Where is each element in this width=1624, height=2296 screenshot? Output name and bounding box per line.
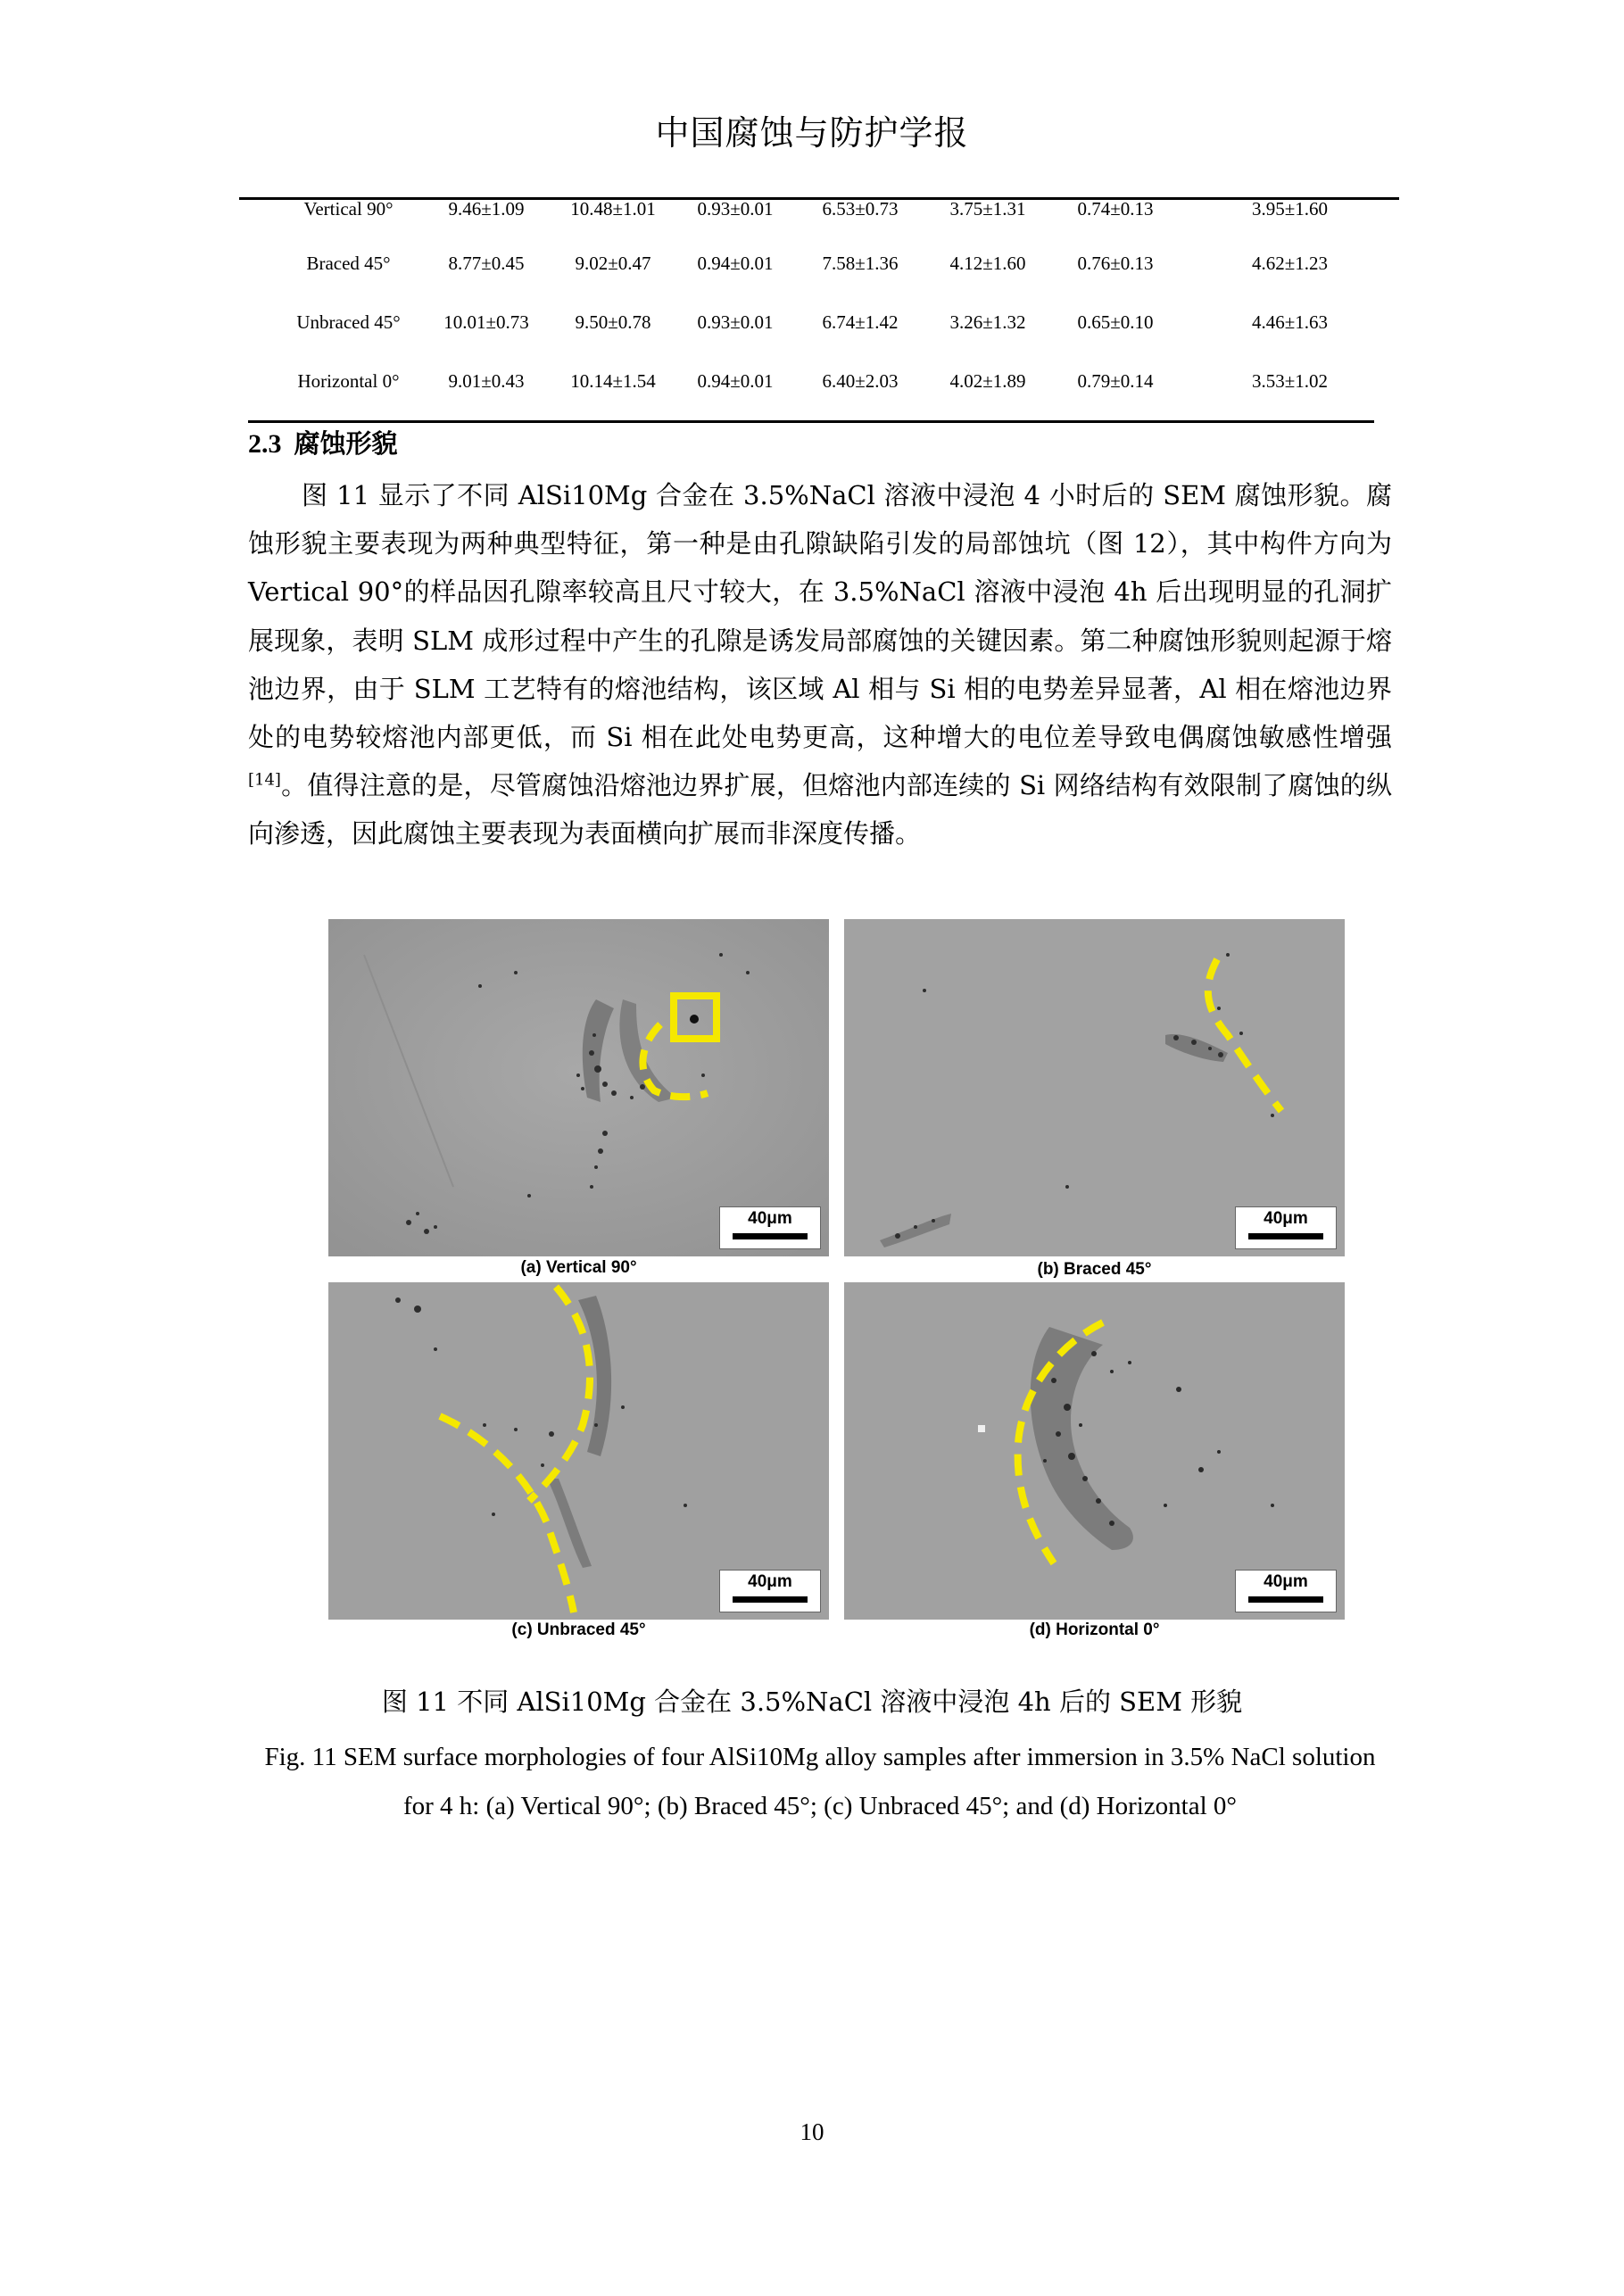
table-row — [275, 352, 1399, 410]
figure-caption-en: Fig. 11 SEM surface morphologies of four AlSi10Mg alloy samples after immersion in 3.5% NaCl solution for 4 h: (a) Vertical 90°; (b) Braced 45°; (c) Unbraced 45°; and (d) Horizontal 0° — [264, 1743, 1376, 1820]
section-heading — [248, 424, 398, 460]
table-cell: 0.74±0.13 — [1077, 198, 1154, 220]
scale-bar-box — [1235, 1570, 1337, 1612]
scale-label: 40μm — [748, 1572, 792, 1591]
scale-bar-box — [719, 1206, 821, 1249]
table-cell: 10.14±1.54 — [570, 369, 656, 392]
scale-bar-box — [719, 1570, 821, 1612]
paragraph-text: 图 11 显示了不同 AlSi10Mg 合金在 3.5%NaCl 溶液中浸泡 4 小时后的 SEM 腐蚀形貌。腐蚀形貌主要表现为两种典型特征，第一种是由孔隙缺陷引发的局部蚀坑（图 12），其中构件方向为 Vertical 90°的样品因孔隙率较高且尺寸较大，在 3.5%NaCl 溶液中浸泡 4h 后出现明显的孔洞扩展现象，表明 SLM 成形过程中产生的孔隙是诱发局部腐蚀的关键因素。第二种腐蚀形貌则起源于熔池边界，由于 SLM 工艺特有的熔池结构，该区域 Al 相与 Si 相的电势差异显著，Al 相在熔池边界处的电势较熔池内部更低，而 Si 相在此处电势更高，这种增大的电位差导致电偶腐蚀敏感性增强 — [248, 480, 1392, 753]
table-cell: 0.76±0.13 — [1077, 252, 1154, 274]
citation-ref[interactable]: [14] — [248, 770, 281, 790]
table-cell: 6.74±1.42 — [822, 311, 899, 333]
table-cell: 4.46±1.63 — [1251, 311, 1329, 333]
table-cell: Horizontal 0° — [297, 369, 400, 392]
table-cell: Braced 45° — [306, 252, 391, 274]
table-bottom-rule — [248, 420, 1374, 423]
section-title-text: 腐蚀形貌 — [294, 428, 398, 459]
sem-image-d — [844, 1282, 1345, 1620]
table-cell: 6.40±2.03 — [822, 369, 899, 392]
table-cell: 3.75±1.31 — [949, 198, 1026, 220]
scale-label: 40μm — [1264, 1572, 1308, 1591]
table-cell: 0.79±0.14 — [1077, 369, 1154, 392]
sem-image-a — [328, 919, 829, 1256]
table-cell: 9.46±1.09 — [448, 198, 525, 220]
table-cell: 0.94±0.01 — [697, 369, 774, 392]
table-cell: 4.02±1.89 — [949, 369, 1026, 392]
table-cell: 3.95±1.60 — [1251, 198, 1329, 220]
scale-bar — [733, 1233, 808, 1239]
table-cell: 7.58±1.36 — [822, 252, 899, 274]
table-cell: 10.01±0.73 — [443, 311, 529, 333]
table-cell: 3.53±1.02 — [1251, 369, 1329, 392]
table-cell: 4.12±1.60 — [949, 252, 1026, 274]
table-row — [275, 195, 1399, 234]
table-cell: Vertical 90° — [303, 198, 394, 220]
panel-caption-b: (b) Braced 45° — [1037, 1260, 1152, 1279]
table-cell: 0.93±0.01 — [697, 311, 774, 333]
table-cell: 9.01±0.43 — [448, 369, 525, 392]
table-cell: 3.26±1.32 — [949, 311, 1026, 333]
table-cell: 8.77±0.45 — [448, 252, 525, 274]
table-cell: 9.50±0.78 — [575, 311, 651, 333]
paragraph-text-continued: 。值得注意的是，尽管腐蚀沿熔池边界扩展，但熔池内部连续的 Si 网络结构有效限制了腐蚀的纵向渗透，因此腐蚀主要表现为表面横向扩展而非深度传播。 — [248, 770, 1392, 850]
sem-image-b — [844, 919, 1345, 1256]
scale-bar — [1248, 1233, 1323, 1239]
table-cell: 4.62±1.23 — [1251, 252, 1329, 274]
body-paragraph — [248, 471, 1392, 858]
panel-caption-d: (d) Horizontal 0° — [1029, 1620, 1160, 1639]
table-cell: 0.93±0.01 — [697, 198, 774, 220]
scale-bar — [1248, 1596, 1323, 1603]
table-cell: Unbraced 45° — [296, 311, 401, 333]
scale-label: 40μm — [748, 1209, 792, 1228]
sem-image-c — [328, 1282, 829, 1620]
journal-header: 中国腐蚀与防护学报 — [655, 113, 969, 153]
table-cell: 0.65±0.10 — [1077, 311, 1154, 333]
table-cell: 6.53±0.73 — [822, 198, 899, 220]
scale-bar-box — [1235, 1206, 1337, 1249]
table-cell: 10.48±1.01 — [570, 198, 656, 220]
table-row — [275, 293, 1399, 352]
data-table — [275, 195, 1399, 410]
table-cell: 9.02±0.47 — [575, 252, 651, 274]
figure-caption-cn: 图 11 不同 AlSi10Mg 合金在 3.5%NaCl 溶液中浸泡 4h 后的 SEM 形貌 — [381, 1687, 1243, 1717]
table-cell: 0.94±0.01 — [697, 252, 774, 274]
scale-bar — [733, 1596, 808, 1603]
table-row — [275, 234, 1399, 293]
panel-caption-c: (c) Unbraced 45° — [511, 1620, 646, 1639]
section-number: 2.3 — [248, 429, 282, 459]
page-number: 10 — [800, 2118, 824, 2145]
panel-caption-a: (a) Vertical 90° — [520, 1258, 637, 1277]
scale-label: 40μm — [1264, 1209, 1308, 1228]
